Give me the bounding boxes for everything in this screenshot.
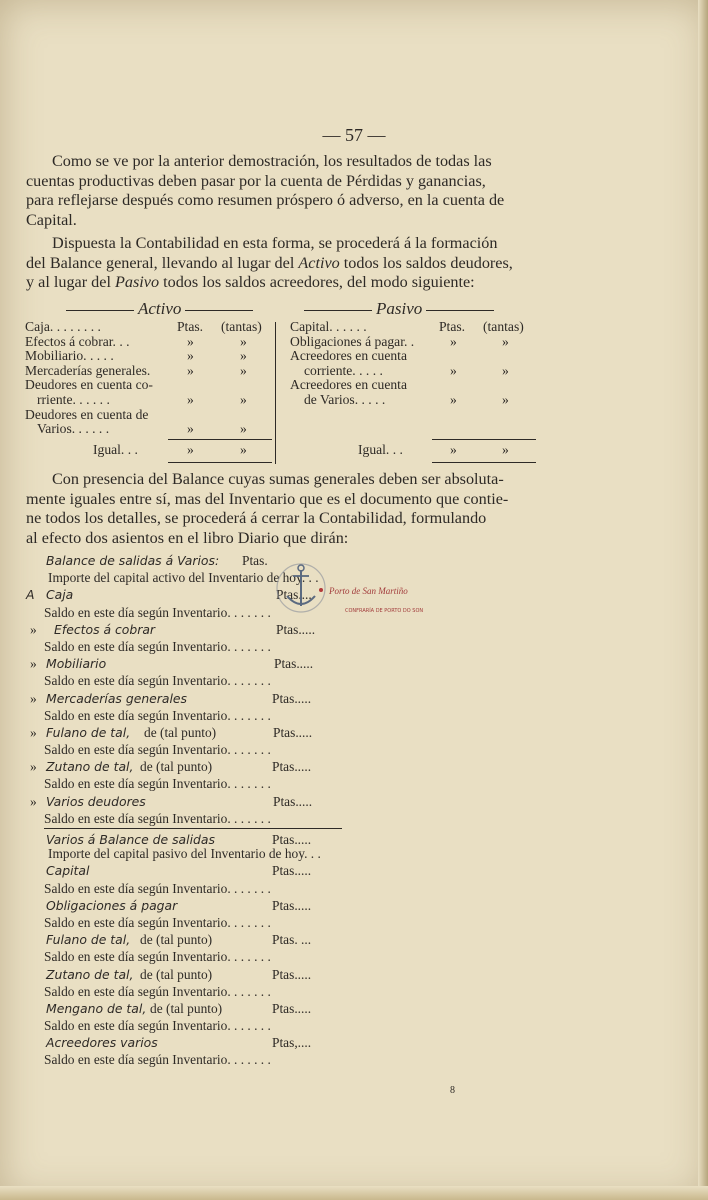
- entry-description: [44, 639, 404, 656]
- entry-text: Saldo en este día según Inventario. . . . . . .: [44, 914, 271, 930]
- entry-account: Caja: [46, 587, 74, 603]
- activo-row: [25, 335, 275, 350]
- ditto-mark: »: [450, 442, 457, 457]
- activo-title: Activo: [138, 299, 182, 318]
- header-rule: [426, 310, 494, 311]
- ditto-mark: »: [187, 333, 194, 349]
- entry-description: [44, 846, 404, 863]
- pasivo-label: de Varios. . . . .: [304, 391, 386, 407]
- entry-description: [44, 949, 404, 966]
- pasivo-label: corriente. . . . .: [304, 362, 383, 378]
- pasivo-unit-header: Ptas.: [439, 319, 466, 334]
- entry-text: Saldo en este día según Inventario. . . . . . .: [44, 604, 271, 620]
- entry-text: Saldo en este día según Inventario. . . . . . .: [44, 983, 271, 999]
- closing-line: mente iguales entre sí, mas del Inventario que es el documento que contie-: [26, 489, 509, 508]
- pasivo-row: [290, 335, 540, 350]
- entry-account: Mercaderías generales: [46, 690, 187, 706]
- pasivo-fraction-header: (tantas): [483, 319, 524, 334]
- entry-description: [44, 915, 404, 932]
- header-rule: [66, 310, 134, 311]
- activo-row: [25, 349, 275, 364]
- pasivo-total-rule: [432, 462, 536, 463]
- entry-prefix: »: [30, 656, 37, 672]
- entry-amount: Ptas.....: [272, 966, 312, 982]
- entry-account: Zutano de tal,: [46, 759, 134, 775]
- entry-text: Saldo en este día según Inventario. . . . . . .: [44, 638, 271, 654]
- pasivo-row: [290, 378, 540, 393]
- pasivo-igual-label: Igual. . .: [358, 442, 403, 457]
- entry-amount: Ptas.....: [272, 1000, 312, 1016]
- balance-paragraph: [26, 234, 536, 293]
- entry-amount: Ptas.: [242, 553, 268, 568]
- activo-label: Deudores en cuenta de: [25, 406, 149, 422]
- pasivo-label: Capital. . . . . .: [290, 319, 367, 334]
- entry-account: Mobiliario: [46, 656, 107, 672]
- ditto-mark: »: [450, 391, 457, 407]
- entry-amount: Ptas....: [276, 587, 312, 603]
- ditto-mark: »: [240, 333, 247, 349]
- ditto-mark: »: [502, 362, 509, 378]
- ditto-mark: »: [240, 348, 247, 364]
- entry-description: [44, 708, 404, 725]
- entry-amount: Ptas.....: [276, 621, 316, 637]
- entry-text: Saldo en este día según Inventario. . . . . . .: [44, 880, 271, 896]
- entry-amount: Ptas.....: [274, 656, 314, 672]
- entry-account: Zutano de tal,: [46, 966, 134, 982]
- ditto-mark: »: [187, 362, 194, 378]
- intro-line: para reflejarse después como resumen próspero ó adverso, en la cuenta de: [26, 191, 505, 209]
- entry-heading: [44, 828, 342, 846]
- entry-text: Saldo en este día según Inventario. . . . . . .: [44, 810, 271, 826]
- text-run: y al lugar del: [26, 273, 115, 291]
- entry-heading: [44, 1001, 404, 1018]
- entry-prefix: »: [30, 690, 37, 706]
- entry-account: Efectos á cobrar: [54, 621, 156, 637]
- entry-heading: [44, 898, 404, 915]
- pasivo-label: Acreedores en cuenta: [290, 348, 407, 364]
- entry-account: Varios á Balance de salidas: [46, 832, 215, 847]
- entry-location: de (tal punto): [140, 932, 213, 948]
- entry-amount: Ptas.....: [272, 832, 312, 847]
- column-divider: [275, 322, 276, 464]
- entry-heading: [44, 967, 404, 984]
- intro-line: cuentas productivas deben pasar por la cuenta de Pérdidas y ganancias,: [26, 171, 486, 190]
- entry-description: [44, 881, 404, 898]
- text-run: del Balance general, llevando al lugar del: [26, 253, 299, 272]
- entry-amount: Ptas.....: [272, 863, 312, 879]
- activo-igual-row: [25, 443, 275, 458]
- ditto-mark: »: [502, 391, 509, 407]
- entry-account: Balance de salidas á Varios:: [46, 553, 220, 568]
- balance-line: Dispuesta la Contabilidad en esta forma, se procederá á la formación: [52, 234, 498, 252]
- activo-table: [25, 320, 275, 437]
- activo-label: Deudores en cuenta co-: [25, 377, 153, 393]
- library-stamp: [273, 560, 433, 618]
- activo-row: [25, 422, 275, 437]
- journal-entries: [26, 553, 404, 1070]
- pasivo-row: [290, 393, 540, 408]
- closing-paragraph: [26, 470, 536, 548]
- entry-location: de (tal punto): [144, 724, 217, 740]
- intro-line: Como se ve por la anterior demostración, los resultados de todas las: [52, 152, 492, 170]
- entry-prefix: »: [30, 621, 37, 637]
- balance-line: [26, 254, 536, 274]
- pasivo-igual-row: [290, 443, 540, 458]
- text-run: todos los saldos deudores,: [339, 253, 513, 272]
- entry-amount: Ptas.....: [272, 897, 312, 913]
- page-edge-right: [698, 0, 708, 1200]
- entry-heading: [30, 724, 404, 742]
- entry-heading: [30, 759, 404, 776]
- entry-amount: Ptas.....: [272, 690, 312, 706]
- entry-account: Mengano de tal,: [46, 1000, 147, 1016]
- closing-line: al efecto dos asientos en el libro Diario que dirán:: [26, 528, 349, 547]
- stamp-subtitle: CONFRARÍA DE PORTO DO SON: [345, 608, 424, 614]
- entry-heading: [30, 793, 404, 811]
- activo-total-rule: [168, 462, 272, 463]
- activo-label: Caja. . . . . . . .: [25, 319, 101, 334]
- activo-label: Mobiliario. . . . .: [25, 348, 114, 364]
- entry-amount: Ptas.....: [273, 724, 313, 740]
- activo-igual-label: Igual. . .: [93, 442, 138, 457]
- entry-text: Saldo en este día según Inventario. . . . . . .: [44, 707, 271, 723]
- pasivo-emphasis: Pasivo: [115, 273, 160, 291]
- page-number: — 57 —: [322, 125, 386, 145]
- activo-label: Mercaderías generales.: [25, 362, 151, 378]
- entry-description: [44, 1052, 404, 1069]
- entry-heading: [44, 863, 404, 880]
- entry-text: Importe del capital activo del Inventario de hoy. . .: [48, 570, 319, 586]
- entry-account: Capital: [46, 863, 90, 879]
- activo-unit-header: Ptas.: [177, 319, 204, 334]
- ditto-mark: »: [240, 421, 247, 437]
- ditto-mark: »: [240, 442, 247, 457]
- pasivo-total: [290, 443, 540, 458]
- entry-description: [44, 673, 404, 690]
- intro-paragraph: [26, 152, 536, 230]
- header-rule: [185, 310, 253, 311]
- entry-amount: Ptas. ...: [272, 932, 312, 948]
- entry-text: Saldo en este día según Inventario. . . . . . .: [44, 949, 271, 965]
- entry-account: Acreedores varios: [46, 1035, 158, 1051]
- entry-heading: [30, 656, 404, 673]
- pasivo-label: Acreedores en cuenta: [290, 377, 407, 393]
- ditto-mark: »: [450, 362, 457, 378]
- entry-prefix: »: [30, 793, 37, 809]
- entry-description: [44, 742, 404, 759]
- closing-line: Con presencia del Balance cuyas sumas generales deben ser absoluta-: [52, 470, 504, 488]
- pasivo-title: Pasivo: [376, 299, 423, 318]
- intro-line: Capital.: [26, 210, 77, 229]
- ditto-mark: »: [187, 391, 194, 407]
- entry-amount: Ptas.....: [272, 759, 312, 775]
- ditto-mark: »: [187, 442, 194, 457]
- entry-text: Saldo en este día según Inventario. . . . . . .: [44, 1052, 271, 1068]
- pasivo-row: [290, 364, 540, 379]
- pasivo-label: Obligaciones á pagar. .: [290, 333, 415, 349]
- activo-label: Efectos á cobrar. . .: [25, 333, 130, 349]
- activo-fraction-header: (tantas): [221, 319, 262, 334]
- entry-amount: Ptas,....: [272, 1035, 312, 1051]
- header-rule: [304, 310, 372, 311]
- activo-row: [25, 364, 275, 379]
- entry-account: Fulano de tal,: [46, 724, 131, 740]
- entry-text: Saldo en este día según Inventario. . . . . . .: [44, 742, 271, 758]
- closing-line: ne todos los detalles, se procederá á cerrar la Contabilidad, formulando: [26, 509, 487, 527]
- entry-text: Saldo en este día según Inventario. . . . . . .: [44, 776, 271, 792]
- pasivo-table: [290, 320, 540, 408]
- activo-header: [62, 299, 257, 319]
- ditto-mark: »: [187, 348, 194, 364]
- entry-heading: [44, 932, 404, 949]
- entry-description: [44, 811, 404, 828]
- stamp-title: Porto de San Martiño: [329, 586, 408, 596]
- pasivo-header: [300, 299, 498, 319]
- entry-location: de (tal punto): [150, 1000, 223, 1016]
- entry-description: [44, 776, 404, 793]
- balance-line: [26, 273, 536, 293]
- activo-label: Varios. . . . . .: [37, 421, 110, 437]
- entry-heading: [30, 690, 404, 708]
- activo-row: [25, 393, 275, 408]
- ditto-mark: »: [240, 362, 247, 378]
- ditto-mark: »: [240, 391, 247, 407]
- text-run: todos los saldos acreedores, del modo siguiente:: [159, 273, 475, 291]
- entry-account: Obligaciones á pagar: [46, 897, 178, 913]
- activo-total: [25, 443, 275, 458]
- entry-text: Importe del capital pasivo del Inventario de hoy. . .: [48, 846, 321, 862]
- activo-sum-rule: [168, 439, 272, 440]
- activo-row: [25, 320, 275, 335]
- activo-emphasis: Activo: [298, 253, 340, 272]
- ditto-mark: »: [187, 421, 194, 437]
- ditto-mark: »: [450, 333, 457, 349]
- ditto-mark: »: [502, 333, 509, 349]
- pasivo-sum-rule: [432, 439, 536, 440]
- ditto-mark: »: [502, 442, 509, 457]
- entry-description: [44, 984, 404, 1001]
- entry-account: Varios deudores: [46, 793, 146, 809]
- activo-label: rriente. . . . . .: [37, 391, 110, 407]
- entry-description: [44, 1018, 404, 1035]
- page-edge-bottom: [0, 1186, 708, 1200]
- entry-prefix: A: [26, 587, 35, 603]
- entry-text: Saldo en este día según Inventario. . . . . . .: [44, 673, 271, 689]
- entry-account: Fulano de tal,: [46, 932, 131, 948]
- entry-amount: Ptas.....: [273, 793, 313, 809]
- activo-row: [25, 378, 275, 393]
- pasivo-row: [290, 349, 540, 364]
- entry-location: de (tal punto): [140, 759, 213, 775]
- entry-heading: [44, 1035, 404, 1052]
- entry-location: de (tal punto): [140, 966, 213, 982]
- pasivo-row: [290, 320, 540, 335]
- entry-prefix: »: [30, 759, 37, 775]
- activo-row: [25, 408, 275, 423]
- entry-heading: [30, 621, 404, 639]
- signature-mark: 8: [450, 1085, 455, 1096]
- entry-prefix: »: [30, 724, 37, 740]
- entry-text: Saldo en este día según Inventario. . . . . . .: [44, 1018, 271, 1034]
